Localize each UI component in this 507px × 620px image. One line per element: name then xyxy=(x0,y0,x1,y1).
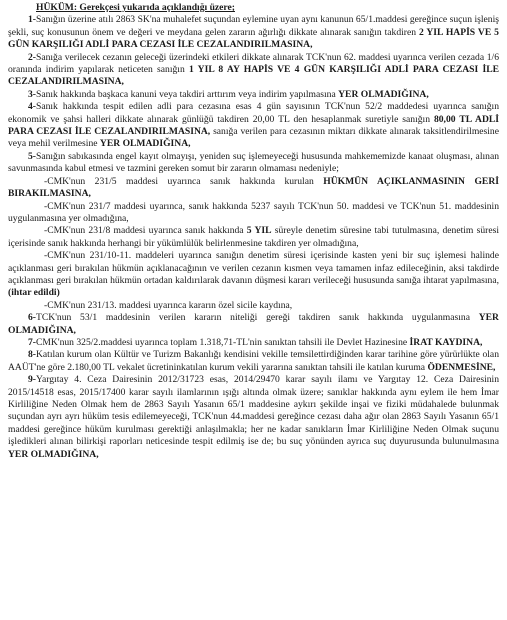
item-text: Sanığa verilecek cezanın geleceği üzerindeki etkileri dikkate alınarak TCK'nun 62. maddesi uyarınca verilen cezada 1/6 oranında indirim yapılarak neticeten sanığın xyxy=(8,51,499,76)
cmk-sub-item xyxy=(8,201,499,226)
verdict-item xyxy=(8,337,499,349)
item-number: 5- xyxy=(28,150,36,162)
item-number: 2- xyxy=(28,51,36,63)
item-text: Yargıtay 4. Ceza Dairesinin 2012/31723 esas, 2014/29470 karar sayılı ilamı ve Yargıtay 12. Ceza Dairesinin 2015/14518 esas, 2015/17400 karar sayılı ilamlarının ışığı altında olmak üzere; sanıklar hakkında aynı eylem ile hem İmar Kirliliğine Neden Olmak hem de 2863 Sayılı Yasanın 65/1 maddesine aykırı şekilde inşai ve fiziki müdahalede bulunmak suçundan ayrı ayrı hüküm tesis edilemeyeceği, TCK'nun 44.maddesi gereğince cezası daha ağır olan 2863 Sayılı Yasanın 65/1 maddesi gereğince hüküm kurulması gerektiği anlaşılmakla; her ne kadar sanıkların İmar Kirliliğine Neden Olmak suçunu işledikleri alınan bilirkişi raporları neticesinde tespit edilmiş ise de; bu suç yönünden ayrıca suç duyurusunda bulunulmasına xyxy=(8,374,499,448)
item-text: -CMK'nun 231/13. maddesi uyarınca kararın özel sicile kaydına, xyxy=(44,299,293,311)
bold-ruling-text: YER OLMADIĞINA, xyxy=(99,138,191,150)
bold-ruling-text: HÜKMÜN AÇIKLANMASININ GERİ BIRAKILMASINA, xyxy=(8,175,499,200)
verdict-item xyxy=(8,151,499,176)
item-text: -CMK'nun 231/7 maddesi uyarınca, sanık hakkında 5237 sayılı TCK'nun 50. maddesi ve TCK'nun 51. maddesinin uygulanmasına yer olmadığına, xyxy=(8,200,499,224)
bold-ruling-text: 1 YIL 8 AY HAPİS VE 4 GÜN KARŞILIĞI ADLİ PARA CEZASI İLE CEZALANDIRILMASINA, xyxy=(8,64,499,88)
item-number: 4- xyxy=(28,101,36,113)
item-text: süreyle denetim süresine tabi tutulmasına, denetim süresi içerisinde sanık hakkında herhangi bir yükümlülük belirlenmesine takdiren yer olmadığına, xyxy=(8,225,499,249)
item-number: 6- xyxy=(28,312,36,324)
bold-ruling-text: 2 YIL HAPİS VE 5 GÜN KARŞILIĞI ADLİ PARA CEZASI İLE CEZALANDIRILMASINA, xyxy=(8,26,499,51)
cmk-sub-item xyxy=(8,300,499,312)
verdict-item xyxy=(8,312,499,337)
verdict-item xyxy=(8,89,499,101)
cmk-sub-item xyxy=(8,250,499,300)
verdict-item xyxy=(8,101,499,151)
item-text: -CMK'nun 231/5 maddesi uyarınca sanık hakkında kurulan xyxy=(44,175,324,187)
bold-ruling-text: YER OLMADIĞINA, xyxy=(338,88,429,100)
item-number: 3- xyxy=(28,88,36,100)
bold-ruling-text: İRAT KAYDINA, xyxy=(409,336,483,348)
verdict-sub-items xyxy=(8,176,499,312)
bold-ruling-text: 5 YIL xyxy=(246,225,272,237)
verdict-item xyxy=(8,52,499,89)
bold-ruling-text: YER OLMADIĞINA, xyxy=(8,312,499,336)
verdict-item xyxy=(8,349,499,374)
item-text: Sanığın üzerine atılı 2863 SK'na muhalefet suçundan eylemine uyan aynı kanunun 65/1.maddesi gereğince suçun işleniş şekli, suç konusunun önem ve değeri ve meydana gelen zararın ağırlığı dikkate alınarak sanığın takdiren xyxy=(8,14,499,38)
verdict-items-continued xyxy=(8,312,499,461)
item-text: sanığa verilen para cezasının miktarı dikkate alınarak taksitlendirilmesine veya mehil verilmesine xyxy=(8,126,499,150)
item-text: Sanığın sabıkasında engel kayıt olmayışı, yeniden suç işlemeyeceği hususunda mahkememizde kanaat oluşması, alınan savunmasında kabul etmesi ve tazmini gereken somut bir zararın olmaması nedeniyle; xyxy=(8,150,499,175)
cmk-sub-item xyxy=(8,225,499,250)
bold-ruling-text: ÖDENMESİNE, xyxy=(427,361,496,373)
bold-ruling-text: 80,00 TL ADLİ PARA CEZASI İLE CEZALANDIRILMASINA, xyxy=(8,113,500,138)
verdict-items xyxy=(8,14,499,175)
item-number: 9- xyxy=(28,374,36,386)
item-text: CMK'nun 325/2.maddesi uyarınca toplam 1.318,71-TL'nin sanıktan tahsili ile Devlet Hazinesine xyxy=(36,336,410,348)
cmk-sub-item xyxy=(8,176,499,201)
item-text: Sanık hakkında başkaca kanuni veya takdiri arttırım veya indirim yapılmasına xyxy=(36,88,339,100)
item-text: -CMK'nun 231/8 maddesi uyarınca sanık hakkında xyxy=(44,225,247,237)
item-text: Sanık hakkında tespit edilen adli para cezasına esas 4 gün sayısının TCK'nun 52/2 maddedesi uyarınca sanığın ekonomik ve şahsi halleri dikkate alınarak günlüğü takdiren 20,00 TL den hesaplanmak suretiyle sanığın xyxy=(8,101,499,125)
item-text: Katılan kurum olan Kültür ve Turizm Bakanlığı kendisini vekille temsilettirdiğinden karar tarihine göre yürürlükte olan AAÜT'ne göre 2.180,00 TL vekalet ücretininkatılan kurum vekili yararına sanıktan tahsili ile katılan kuruma xyxy=(8,349,499,373)
bold-ruling-text: YER OLMADIĞINA, xyxy=(8,448,99,460)
verdict-item xyxy=(8,14,499,51)
item-text: TCK'nun 53/1 maddesinin verilen kararın niteliği gereği takdiren sanık hakkında uygulanmasına xyxy=(36,312,479,324)
item-number: 7- xyxy=(28,336,36,348)
bold-ruling-text: (ihtar edildi) xyxy=(8,287,60,299)
item-text: -CMK'nun 231/10-11. maddeleri uyarınca sanığın denetim süresi içerisinde kasten yeni bir suç işlemesi halinde açıklanması geri bırakılan hükmün açıklanacağının ve verilen cezanın kısmen veya tamamen infaz edileceğinin, aksi takdirde açıklanması geri bırakılan hükmün ortadan kaldırılarak davanın düşmesi kararı verileceği hususunda sanığa ihtarat yapılmasına, xyxy=(8,250,499,286)
item-number: 1- xyxy=(28,14,36,26)
verdict-item xyxy=(8,374,499,461)
item-number: 8- xyxy=(28,349,36,361)
verdict-heading: HÜKÜM: Gerekçesi yukarıda açıklandığı üzere; xyxy=(36,2,235,13)
